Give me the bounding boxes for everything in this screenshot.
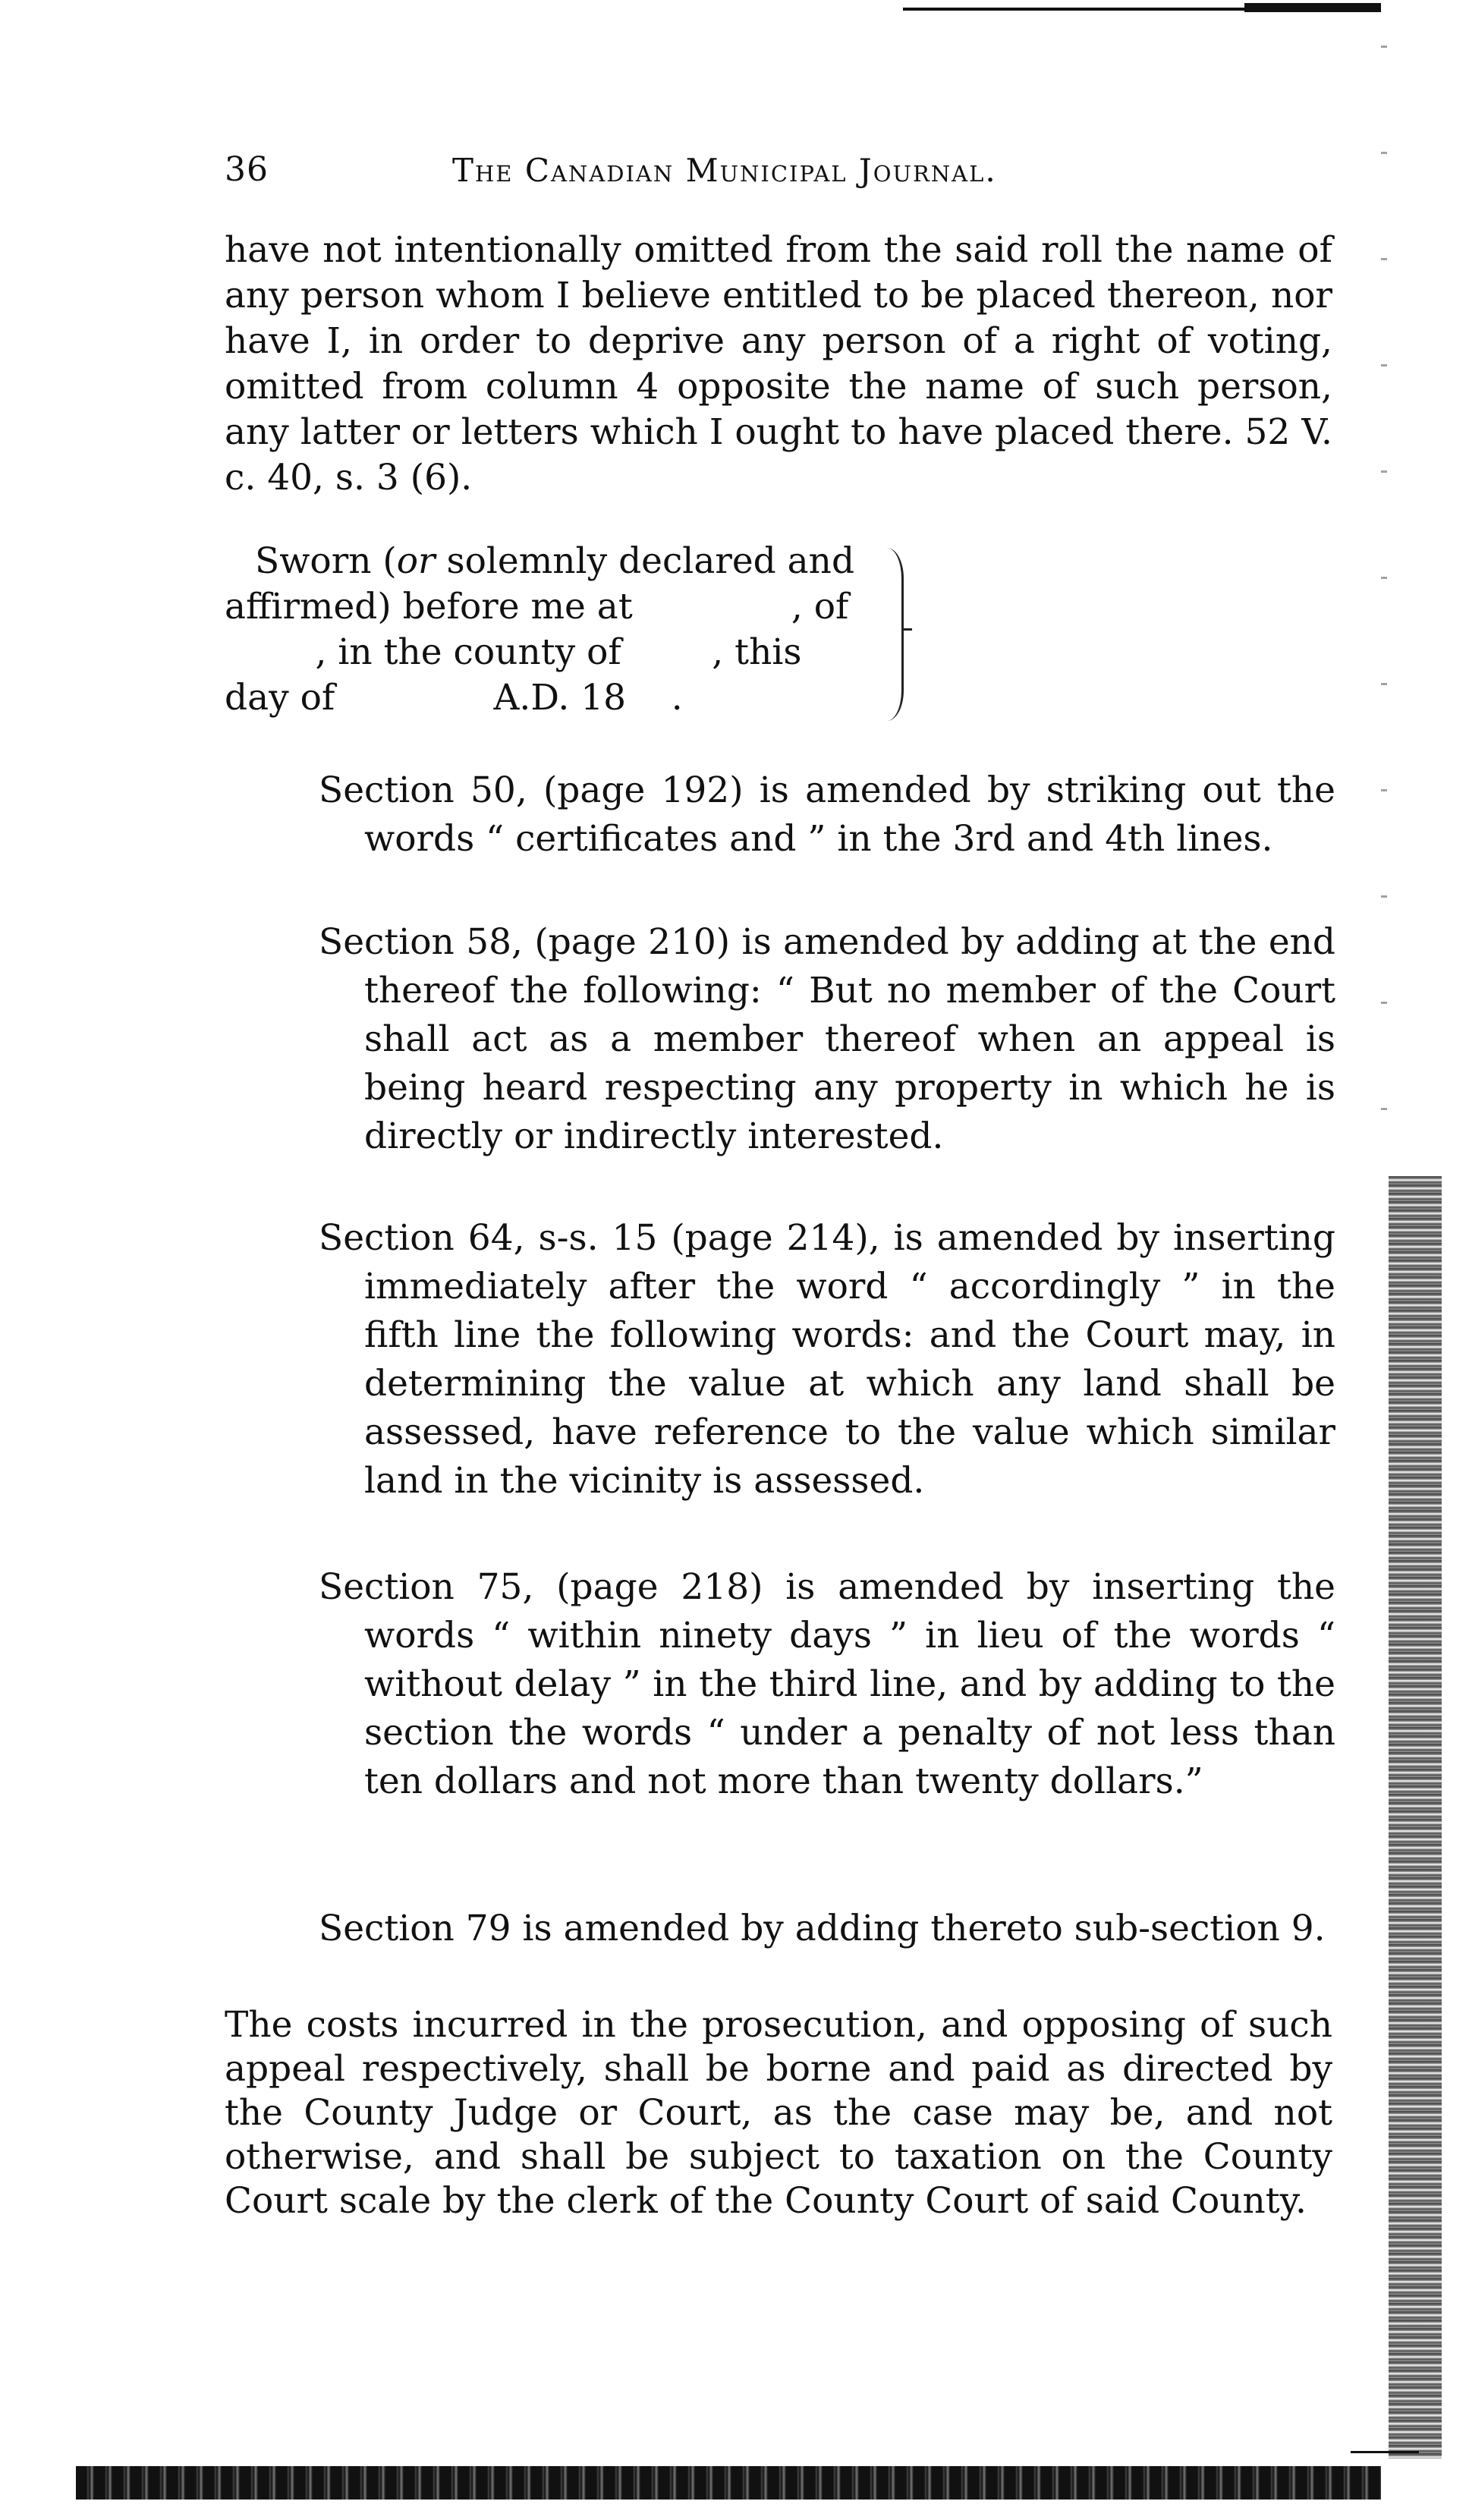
oath-brace	[885, 548, 904, 721]
oath-line-3: , in the county of , this	[225, 631, 802, 673]
oath-line-1-italic: or	[396, 540, 436, 582]
opening-paragraph: have not intentionally omitted from the said roll the name of any person whom I believe entitled to be placed thereon, nor have I, in order to deprive any person of a right of voting, omitted from column 4 opposite the name of such person, any latter or letters which I ought to have placed there. 52 V. c. 40, s. 3 (6).	[225, 229, 1332, 499]
page-edge-shadow	[1389, 1176, 1442, 2459]
bottom-scan-edge	[76, 2466, 1381, 2500]
amendment-section-64: Section 64, s-s. 15 (page 214), is amended by inserting immediately after the word “ accordingly ” in the fifth line the following words: and the Court may, in determining the value at which any land shall be assessed, have reference to the value which similar land in the vicinity is assessed.	[319, 1217, 1335, 1502]
bottom-rule	[1351, 2451, 1419, 2453]
running-title: The Canadian Municipal Journal.	[452, 152, 997, 189]
oath-brace-tip	[901, 628, 912, 631]
page-number: 36	[225, 150, 269, 189]
amendment-section-58: Section 58, (page 210) is amended by adding at the end thereof the following: “ But no member of the Court shall act as a member thereof when an appeal is being heard respecting any property in which he is directly or indirectly interested.	[319, 921, 1335, 1157]
amendment-section-79: Section 79 is amended by adding thereto sub-section 9.	[319, 1908, 1326, 1949]
oath-line-1-pre: Sworn (	[255, 540, 397, 582]
oath-line-1-post: solemnly declared and	[435, 540, 855, 582]
running-header	[225, 150, 1340, 203]
top-rule-thick	[1244, 3, 1381, 12]
oath-line-1	[255, 539, 854, 584]
amendment-section-50: Section 50, (page 192) is amended by striking out the words “ certificates and ” in the 3rd and 4th lines.	[319, 769, 1335, 860]
closing-paragraph: The costs incurred in the prosecution, and opposing of such appeal respectively, shall be borne and paid as directed by the County Judge or Court, as the case may be, and not otherwise, and shall be subject to taxation on the County Court scale by the clerk of the County Court of said County.	[225, 2004, 1332, 2222]
page-edge-specks	[1381, 46, 1387, 1169]
oath-block	[225, 539, 908, 736]
oath-line-4: day of A.D. 18 .	[225, 677, 683, 719]
amendment-section-75: Section 75, (page 218) is amended by inserting the words “ within ninety days ” in lieu of the words “ without delay ” in the third line, and by adding to the section the words “ under a penalty of not less than ten dollars and not more than twenty dollars.”	[319, 1566, 1335, 1802]
oath-line-2: affirmed) before me at , of	[225, 586, 849, 628]
